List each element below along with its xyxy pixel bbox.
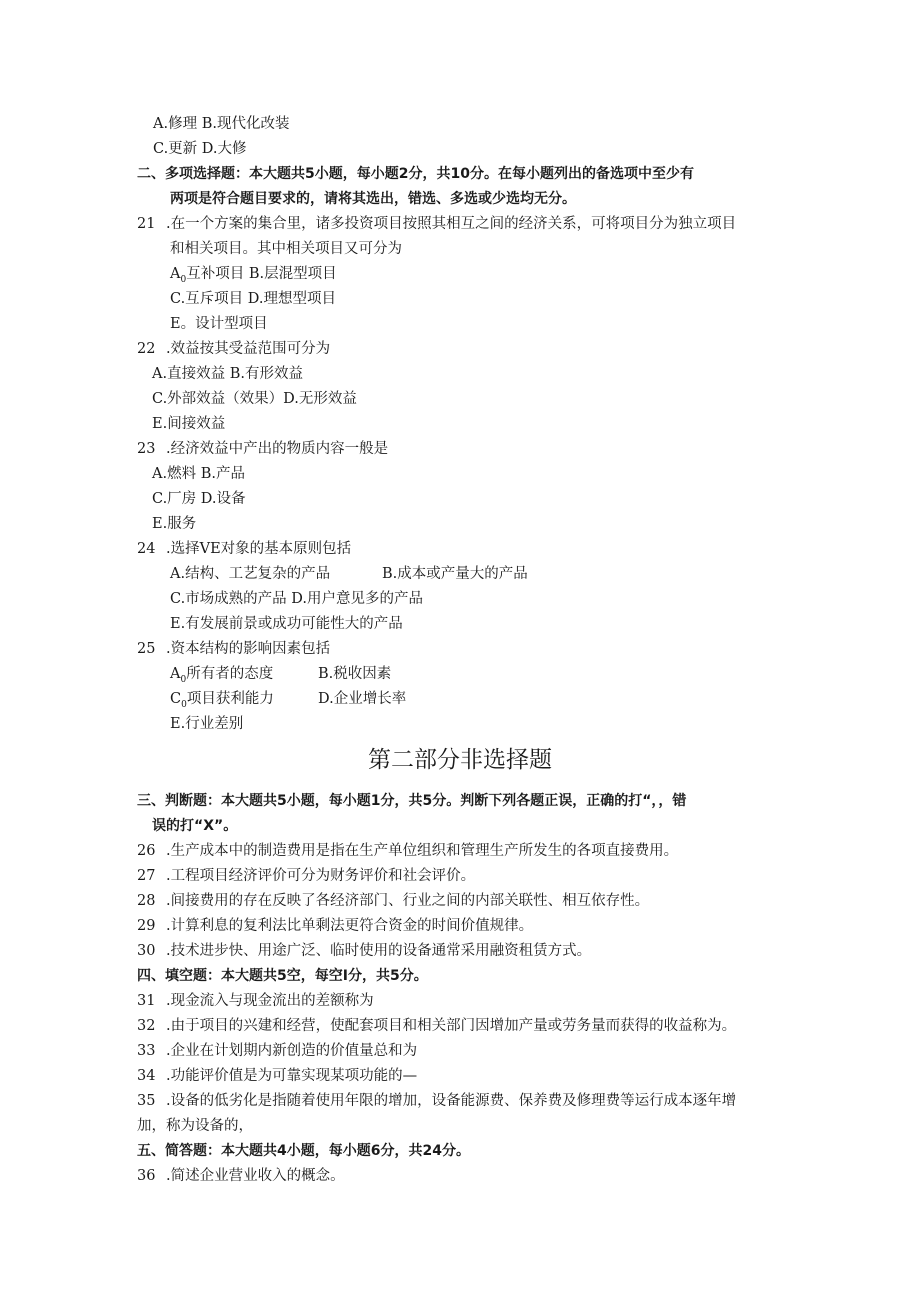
q35-text-line1: .设备的低劣化是指随着使用年限的增加，设备能源费、保养费及修理费等运行成本逐年增 — [166, 1093, 737, 1109]
q24-option-b: B.成本或产量大的产品 — [382, 566, 528, 582]
q33-number: 33 — [137, 1043, 156, 1059]
q21-opt-a-sub: 0 — [180, 274, 187, 285]
q24-stem: .选择VE对象的基本原则包括 — [166, 541, 352, 557]
section5-heading: 五、简答题：本大题共4小题，每小题6分，共24分。 — [137, 1143, 470, 1159]
q35-number: 35 — [137, 1093, 156, 1109]
section3-heading-line1: 三、判断题：本大题共5小题，每小题1分，共5分。判断下列各题正误，正确的打“，，错 — [137, 793, 687, 809]
section3-heading-line2: 误的打“X”。 — [152, 818, 238, 834]
q25-opt-a-rest: 所有者的态度 — [186, 666, 274, 682]
q27-text: .工程项目经济评价可分为财务评价和社会评价。 — [166, 868, 476, 884]
q21-stem-line1: .在一个方案的集合里，诸多投资项目按照其相互之间的经济关系，可将项目分为独立项目 — [166, 216, 737, 232]
q21-option-e: E。设计型项目 — [170, 316, 268, 332]
q20-options-cd: C.更新 D.大修 — [153, 141, 247, 157]
section2-heading-line1: 二、多项选择题：本大题共5小题，每小题2分，共10分。在每小题列出的备选项中至少有 — [137, 166, 694, 182]
q31-text: .现金流入与现金流出的差额称为 — [166, 993, 374, 1009]
q21-stem-line2: 和相关项目。其中相关项目又可分为 — [170, 241, 402, 257]
q27-number: 27 — [137, 868, 156, 884]
q23-options-ab: A.燃料 B.产品 — [152, 466, 245, 482]
section4-heading: 四、填空题：本大题共5空，每空I分，共5分。 — [137, 968, 428, 984]
q25-opt-c-prefix: C — [170, 691, 182, 707]
q25-option-b: B.税收因素 — [318, 666, 392, 682]
q23-number: 23 — [137, 441, 156, 457]
q36-number: 36 — [137, 1168, 156, 1184]
q36-text: .简述企业营业收入的概念。 — [166, 1168, 345, 1184]
q34-number: 34 — [137, 1068, 156, 1084]
q25-option-c — [170, 689, 274, 715]
q25-opt-a-prefix: A — [170, 666, 181, 682]
q22-options-cd: C.外部效益（效果）D.无形效益 — [152, 391, 357, 407]
q22-option-e: E.间接效益 — [152, 416, 226, 432]
q24-number: 24 — [137, 541, 156, 557]
q25-opt-c-rest: 项目获利能力 — [186, 691, 274, 707]
q26-number: 26 — [137, 843, 156, 859]
q22-stem: .效益按其受益范围可分为 — [166, 341, 331, 357]
q22-options-ab: A.直接效益 B.有形效益 — [152, 366, 303, 382]
q33-text: .企业在计划期内新创造的价值量总和为 — [166, 1043, 418, 1059]
part2-title: 第二部分非选择题 — [368, 747, 552, 773]
q30-text: .技术进步快、用途广泛、临时使用的设备通常采用融资租赁方式。 — [166, 943, 592, 959]
q21-number: 21 — [137, 216, 156, 232]
q21-options-ab — [170, 264, 337, 290]
q31-number: 31 — [137, 993, 156, 1009]
q28-number: 28 — [137, 893, 156, 909]
q34-text: .功能评价值是为可靠实现某项功能的— — [166, 1068, 418, 1084]
q32-text: .由于项目的兴建和经营，使配套项目和相关部门因增加产量或劳务量而获得的收益称为。 — [166, 1018, 737, 1034]
q23-stem: .经济效益中产出的物质内容一般是 — [166, 441, 389, 457]
q24-option-e: E.有发展前景或成功可能性大的产品 — [170, 616, 403, 632]
section2-heading-line2: 两项是符合题目要求的，请将其选出，错选、多选或少选均无分。 — [170, 191, 576, 207]
q25-option-e: E.行业差别 — [170, 716, 244, 732]
q35-text-line2: 加，称为设备的， — [137, 1118, 253, 1134]
q32-number: 32 — [137, 1018, 156, 1034]
q22-number: 22 — [137, 341, 156, 357]
q21-options-cd: C.互斥项目 D.理想型项目 — [170, 291, 337, 307]
q29-number: 29 — [137, 918, 156, 934]
q21-opt-a-prefix: A — [170, 266, 181, 282]
q23-option-e: E.服务 — [152, 516, 197, 532]
q25-option-d: D.企业增长率 — [318, 691, 407, 707]
q25-number: 25 — [137, 641, 156, 657]
q23-options-cd: C.厂房 D.设备 — [152, 491, 246, 507]
q24-option-a: A.结构、工艺复杂的产品 — [170, 566, 331, 582]
q20-options-ab: A.修理 B.现代化改装 — [153, 116, 290, 132]
q25-opt-a-sub: 0 — [180, 674, 187, 685]
q25-opt-c-sub: 0 — [181, 699, 187, 710]
q25-option-a — [170, 664, 273, 690]
q29-text: .计算利息的复利法比单剩法更符合资金的时间价值规律。 — [166, 918, 534, 934]
q21-opt-ab-rest: 互补项目 B.层混型项目 — [186, 266, 337, 282]
q26-text: .生产成本中的制造费用是指在生产单位组织和管理生产所发生的各项直接费用。 — [166, 843, 679, 859]
q28-text: .间接费用的存在反映了各经济部门、行业之间的内部关联性、相互依存性。 — [166, 893, 650, 909]
q25-stem: .资本结构的影响因素包括 — [166, 641, 331, 657]
q24-options-cd: C.市场成熟的产品 D.用户意见多的产品 — [170, 591, 424, 607]
q30-number: 30 — [137, 943, 156, 959]
